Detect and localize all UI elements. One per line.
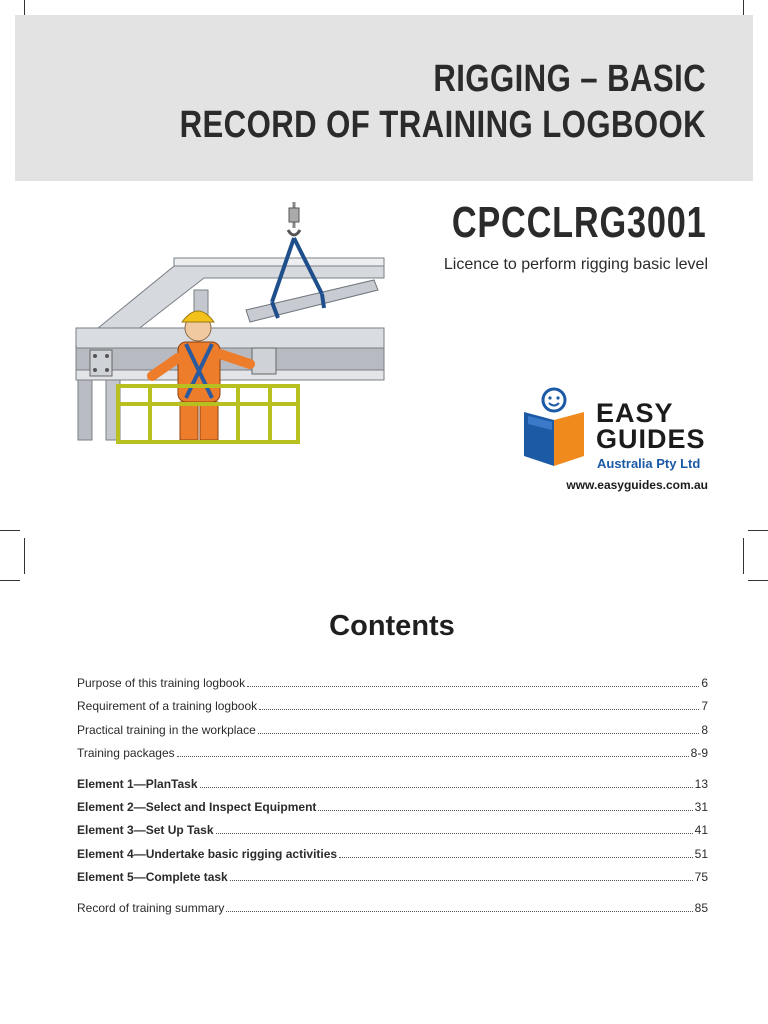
logo-company: Australia Pty Ltd — [597, 456, 701, 471]
toc-entry[interactable] — [77, 800, 708, 823]
toc-dot-leader — [216, 833, 693, 834]
logo-word-guides: GUIDES — [596, 424, 706, 454]
toc-entry-page: 51 — [694, 846, 708, 861]
contents-heading: Contents — [329, 610, 455, 642]
toc-dot-leader — [230, 880, 693, 881]
toc-entry[interactable] — [77, 870, 708, 893]
toc-entry-title: Element 1—PlanTask — [77, 776, 198, 791]
toc-dot-leader — [200, 787, 693, 788]
document-title — [179, 56, 706, 148]
toc-entry-title: Training packages — [77, 746, 175, 761]
toc-entry[interactable] — [77, 823, 708, 846]
toc-entry[interactable] — [77, 676, 708, 699]
crop-mark — [0, 530, 20, 531]
toc-entry-page: 8-9 — [690, 746, 708, 761]
course-code: CPCCLRG3001 — [451, 198, 706, 247]
toc-entry-page: 7 — [701, 699, 708, 714]
toc-entry-title: Element 2—Select and Inspect Equipment — [77, 799, 317, 814]
crop-mark — [24, 538, 25, 574]
toc-dot-leader — [259, 709, 699, 710]
toc-entry-page: 41 — [694, 823, 708, 838]
toc-entry[interactable] — [77, 699, 708, 722]
toc-entry-page: 8 — [701, 722, 708, 737]
toc-entry[interactable] — [77, 777, 708, 800]
toc-entry[interactable] — [77, 746, 708, 769]
toc-entry-title: Practical training in the workplace — [77, 722, 256, 737]
toc-entry-page: 13 — [694, 776, 708, 791]
crop-mark — [743, 538, 744, 574]
toc-dot-leader — [318, 810, 692, 811]
toc-entry-title: Element 5—Complete task — [77, 870, 228, 885]
toc-dot-leader — [177, 756, 689, 757]
crop-mark — [748, 530, 768, 531]
toc-dot-leader — [258, 733, 700, 734]
toc-dot-leader — [226, 911, 692, 912]
toc-entry-title: Element 3—Set Up Task — [77, 823, 214, 838]
toc-dot-leader — [247, 686, 699, 687]
rigger-illustration — [74, 198, 388, 444]
toc-entry[interactable] — [77, 847, 708, 870]
title-line-2: RECORD OF TRAINING LOGBOOK — [179, 104, 706, 146]
toc-entry-page: 85 — [694, 900, 708, 915]
logo-word-easy: EASY — [596, 398, 674, 428]
toc-entry-page: 31 — [694, 799, 708, 814]
toc-entry-title: Requirement of a training logbook — [77, 699, 258, 714]
course-subtitle: Licence to perform rigging basic level — [443, 256, 708, 273]
toc-entry[interactable] — [77, 723, 708, 746]
toc-entry-title: Purpose of this training logbook — [77, 676, 246, 690]
title-line-1: RIGGING – BASIC — [433, 58, 706, 100]
toc-entry[interactable] — [77, 901, 708, 924]
table-of-contents — [77, 676, 708, 924]
website-url[interactable]: www.easyguides.com.au — [566, 478, 708, 492]
toc-dot-leader — [339, 857, 693, 858]
toc-entry-page: 6 — [701, 676, 708, 690]
crop-mark — [0, 580, 20, 581]
toc-entry-title: Element 4—Undertake basic rigging activities — [77, 846, 338, 861]
toc-entry-page: 75 — [694, 870, 708, 885]
crop-mark — [748, 580, 768, 581]
toc-entry-title: Record of training summary — [77, 900, 225, 915]
